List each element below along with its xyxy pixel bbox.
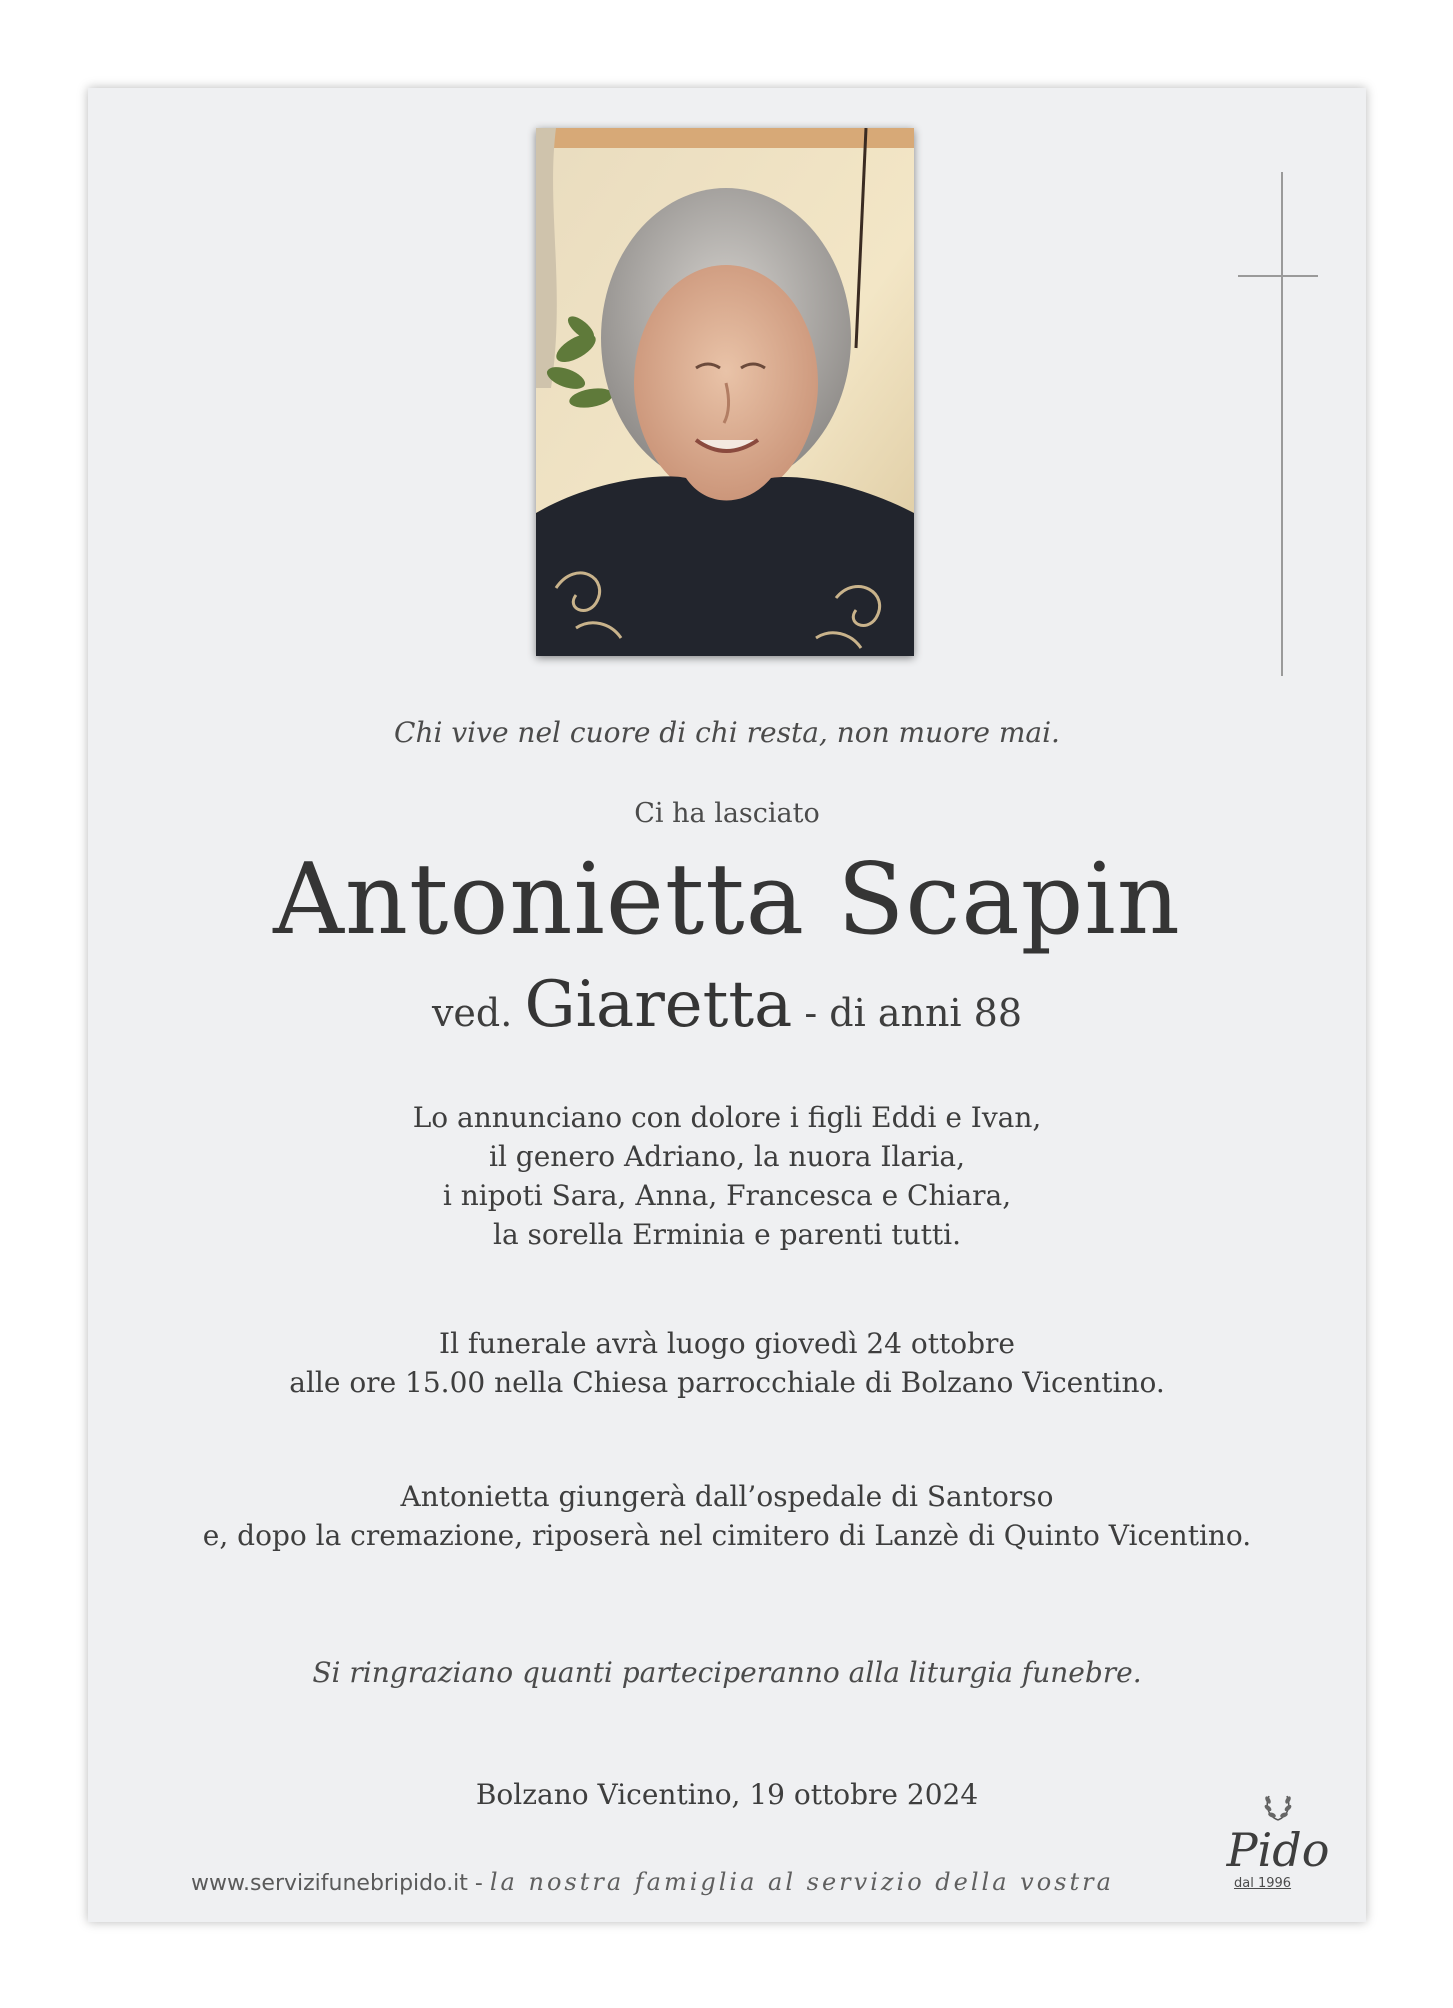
arrival-line: e, dopo la cremazione, riposerà nel cimitero di Lanzè di Quinto Vicentino. <box>202 1519 1252 1552</box>
brand-logo <box>1218 1788 1338 1891</box>
announcement-line: Lo annunciano con dolore i figli Eddi e Ivan, <box>412 1101 1042 1134</box>
announcement-block <box>88 1098 1366 1254</box>
intro-text: Ci ha lasciato <box>634 798 820 829</box>
motto: Chi vive nel cuore di chi resta, non muore mai. <box>394 716 1060 749</box>
arrival-block <box>88 1477 1366 1555</box>
place-date: Bolzano Vicentino, 19 ottobre 2024 <box>475 1778 979 1811</box>
brand-name: Pido <box>1226 1823 1330 1877</box>
cross-icon <box>1238 172 1318 676</box>
deceased-subname <box>88 968 1366 1042</box>
arrival-line: Antonietta giungerà dall’ospedale di Santorso <box>400 1480 1054 1513</box>
obituary-card <box>88 88 1366 1922</box>
funeral-block <box>88 1324 1366 1402</box>
widow-prefix: ved. <box>431 991 513 1035</box>
footer-tagline: la nostra famiglia al servizio della vostra <box>489 1868 1114 1896</box>
announcement-line: il genero Adriano, la nuora Ilaria, <box>488 1140 965 1173</box>
announcement-line: la sorella Erminia e parenti tutti. <box>493 1218 961 1251</box>
portrait-photo <box>536 128 914 656</box>
laurel-wreath-icon <box>1260 1788 1296 1824</box>
age: - di anni 88 <box>804 991 1023 1035</box>
website-link[interactable]: www.servizifunebripido.it <box>191 1871 468 1896</box>
funeral-line: Il funerale avrà luogo giovedì 24 ottobre <box>439 1327 1015 1360</box>
married-surname: Giaretta <box>524 968 793 1042</box>
deceased-name: Antonietta Scapin <box>273 843 1181 957</box>
portrait-image <box>536 128 914 656</box>
funeral-line: alle ore 15.00 nella Chiesa parrocchiale di Bolzano Vicentino. <box>289 1366 1165 1399</box>
announcement-line: i nipoti Sara, Anna, Francesca e Chiara, <box>442 1179 1012 1212</box>
footer-separator: - <box>467 1871 490 1896</box>
thanks-text: Si ringraziano quanti parteciperanno alla liturgia funebre. <box>312 1656 1142 1689</box>
brand-since: dal 1996 <box>1234 1876 1292 1891</box>
footer <box>191 1868 1114 1896</box>
